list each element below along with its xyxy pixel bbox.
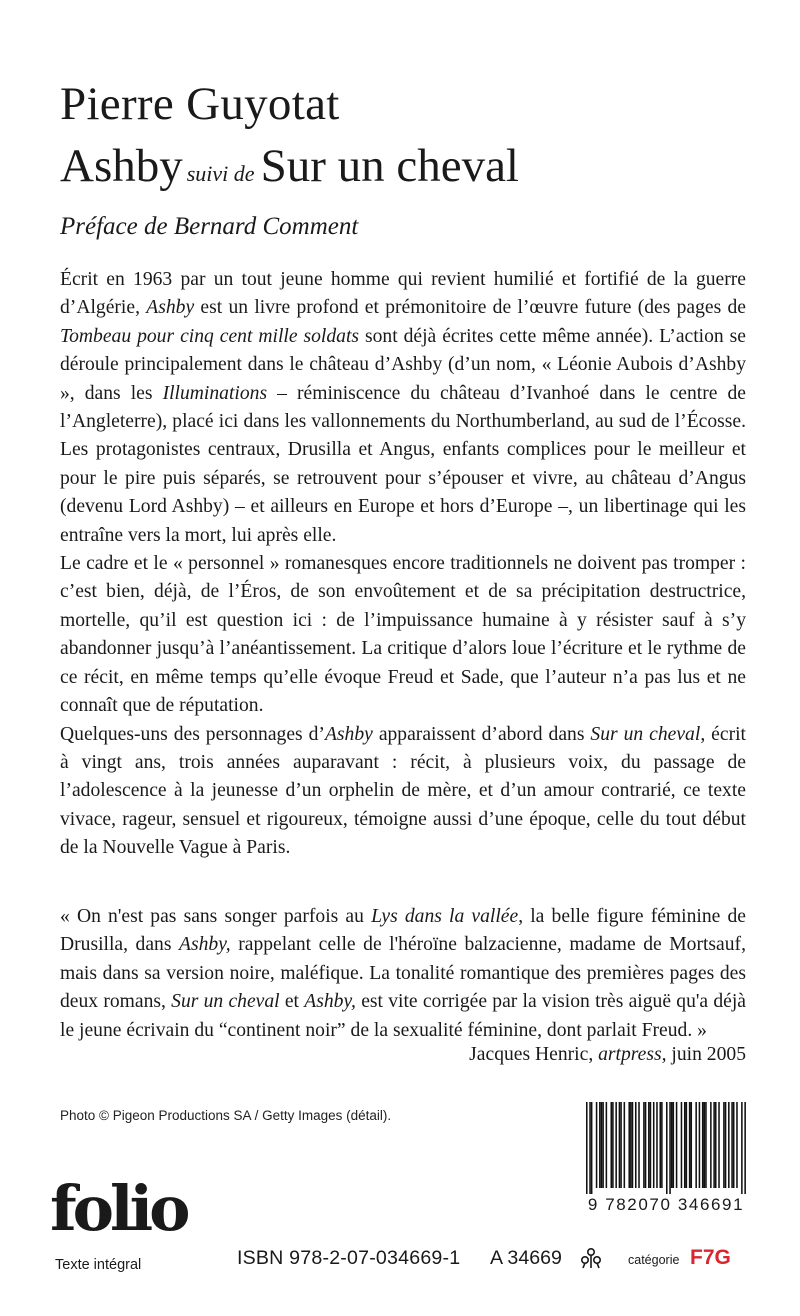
quote-attribution	[469, 1041, 746, 1069]
barcode-bar	[635, 1102, 637, 1188]
barcode-bar	[695, 1102, 697, 1188]
barcode-bar	[659, 1102, 661, 1188]
logo-subtitle: Texte intégral	[55, 1257, 142, 1273]
barcode-bar	[684, 1102, 686, 1188]
barcode-bar	[713, 1102, 715, 1188]
barcode-bar	[704, 1102, 706, 1188]
text-run: Le cadre et le « personnel » romanesques encore traditionnels ne doivent pas tromper : c’est bien, déjà, de l’Éros, de son envoûtement et de sa précipitation destructrice, mortelle, qu’il est question ici : de l’impuissance humaine à y résister sauf à s’y abandonner jusqu’à l’anéantissement. La critique d’alors loue l’écriture et le rythme de ce récit, en même temps qu’elle évoque Freud et Sade, que l’auteur n’a pas lus et ne connaît que de réputation.	[60, 553, 746, 717]
barcode-bar	[620, 1102, 622, 1188]
barcode-bar	[671, 1102, 673, 1188]
barcode-bar	[731, 1102, 733, 1188]
barcode-bar	[705, 1102, 707, 1188]
italic-run: Ashby,	[179, 934, 231, 956]
text-run: « On n'est pas sans songer parfois au	[60, 906, 372, 927]
italic-run: Ashby	[324, 723, 373, 745]
barcode-bar	[725, 1102, 727, 1188]
barcode-bar	[630, 1102, 632, 1188]
italic-run: Sur un cheval	[171, 991, 280, 1013]
barcode-bar	[586, 1102, 588, 1194]
isbn: ISBN 978-2-07-034669-1	[237, 1247, 461, 1269]
attribution-source: artpress,	[598, 1044, 667, 1065]
barcode-digits: 9 782070 346691	[587, 1195, 745, 1214]
text-run: , écrit à vingt ans, trois années auparavant : récit, à plusieurs voix, du passage de l’adolescence à la jeunesse d’un orphelin de mère, et d’un amour contrarié, ce texte vivace, rageur, sensuel et rigoureux, témoigne aussi d’une époque, celle du tout début de la Nouvelle Vague à Paris.	[60, 723, 746, 859]
barcode-bar	[591, 1102, 593, 1194]
barcode-bar	[606, 1102, 608, 1188]
book-title	[60, 140, 519, 200]
title-connector: suivi de	[186, 161, 255, 186]
barcode-bar	[666, 1102, 668, 1194]
italic-run: Sur un cheval	[590, 723, 701, 745]
text-run: rappelant celle de l'héroïne balzacienne, madame de Mortsauf, mais dans sa version noire, maléfique. La tonalité romantique des premières pages des deux romans,	[60, 934, 746, 1013]
barcode-bar	[681, 1102, 683, 1188]
text-run: Quelques-uns des personnages d’	[60, 723, 325, 745]
press-quote-text	[60, 903, 746, 1045]
author-name: Pierre Guyotat	[60, 78, 340, 130]
barcode-bar	[744, 1102, 746, 1194]
text-run: et	[279, 991, 305, 1013]
barcode-bar	[710, 1102, 712, 1188]
barcode-bar	[612, 1102, 614, 1188]
barcode-bar	[645, 1102, 647, 1188]
barcode-bar	[615, 1102, 617, 1188]
barcode-bar	[673, 1102, 675, 1188]
barcode-bar	[699, 1102, 701, 1188]
barcode-bar	[736, 1102, 738, 1188]
barcode-bar	[610, 1102, 612, 1188]
barcode-bar	[741, 1102, 743, 1194]
barcode-bar	[718, 1102, 720, 1188]
barcode-bar	[632, 1102, 634, 1188]
barcode-bar	[669, 1102, 671, 1194]
barcode-bar	[601, 1102, 603, 1188]
category-label: catégorie	[628, 1253, 680, 1267]
barcode-bar	[728, 1102, 730, 1188]
title-main: Ashby	[60, 140, 183, 192]
barcode-bar	[686, 1102, 688, 1188]
barcode-bar	[643, 1102, 645, 1188]
preface-credit: Préface de Bernard Comment	[60, 213, 359, 240]
text-run: apparaissent d’abord dans	[372, 723, 591, 745]
italic-run: Ashby,	[304, 991, 356, 1013]
blurb-paragraph-2	[60, 550, 746, 720]
barcode-bar	[733, 1102, 735, 1188]
barcode-bar	[619, 1102, 621, 1188]
barcode-bar	[661, 1102, 663, 1188]
text-run: Écrit en 1963 par un tout jeune homme qui revient humilié et fortifié de la guerre d’Algérie,	[60, 269, 746, 319]
text-run: sont déjà écrites cette même année). L’action se déroule principalement dans le château d’Ashby (d’un nom, « Léonie Aubois d’Ashby », dans les	[60, 325, 746, 404]
barcode-bar	[653, 1102, 655, 1188]
barcode-bar	[689, 1102, 691, 1188]
category-code: F7G	[690, 1246, 731, 1269]
barcode-bar	[596, 1102, 598, 1188]
italic-run: Illuminations	[162, 382, 268, 404]
barcode-bar	[650, 1102, 652, 1188]
text-run: – réminiscence du château d’Ivanhoé dans le centre de l’Angleterre), placé ici dans les vallonnements du Northumberland, au sud de l’Écosse. Les protagonistes centraux, Drusilla et Angus, enfants complices pour le meilleur et pour le pire puis séparés, se retrouvent pour s’épouser et vivre, au château d’Angus (devenu Lord Ashby) – et ailleurs en Europe et hors d’Europe –, un libertinage qui les entraîne vers la mort, lui après elle.	[60, 382, 746, 546]
photo-credit: Photo © Pigeon Productions SA / Getty Images (détail).	[60, 1108, 392, 1123]
barcode-bar	[702, 1102, 704, 1188]
attribution-date: juin 2005	[666, 1044, 746, 1065]
barcode-bar	[628, 1102, 630, 1188]
barcode	[586, 1102, 746, 1194]
italic-run: Lys dans la vallée	[371, 906, 519, 927]
blurb	[60, 266, 746, 863]
press-quote	[60, 903, 746, 1045]
barcode-bar	[656, 1102, 658, 1188]
barcode-bar	[599, 1102, 601, 1188]
blurb-paragraph-1	[60, 266, 746, 550]
barcode-bar	[715, 1102, 717, 1188]
barcode-bar	[602, 1102, 604, 1188]
italic-run: Tombeau pour cinq cent mille soldats	[60, 325, 360, 347]
catalog-code: A 34669	[490, 1247, 562, 1269]
folio-logo: folio	[50, 1172, 187, 1245]
blurb-paragraph-3	[60, 721, 746, 863]
italic-run: Ashby	[146, 297, 195, 319]
barcode-bar	[690, 1102, 692, 1188]
barcode-bar	[723, 1102, 725, 1188]
barcode-bar	[676, 1102, 678, 1188]
title-second: Sur un cheval	[260, 140, 519, 192]
barcode-bar	[624, 1102, 626, 1188]
text-run: , la belle figure féminine de Drusilla, dans	[60, 906, 746, 956]
attribution-name: Jacques Henric,	[469, 1044, 599, 1065]
price-category-icon	[578, 1246, 604, 1272]
text-run: est un livre profond et prémonitoire de l’œuvre future (des pages de	[194, 297, 746, 319]
text-run: est vite corrigée par la vision très aiguë qu'a déjà le jeune écrivain du “continent noir” de la sexualité féminine, dont parlait Freud. »	[60, 991, 746, 1041]
barcode-bar	[589, 1102, 591, 1194]
barcode-bar	[648, 1102, 650, 1188]
barcode-bar	[638, 1102, 640, 1188]
